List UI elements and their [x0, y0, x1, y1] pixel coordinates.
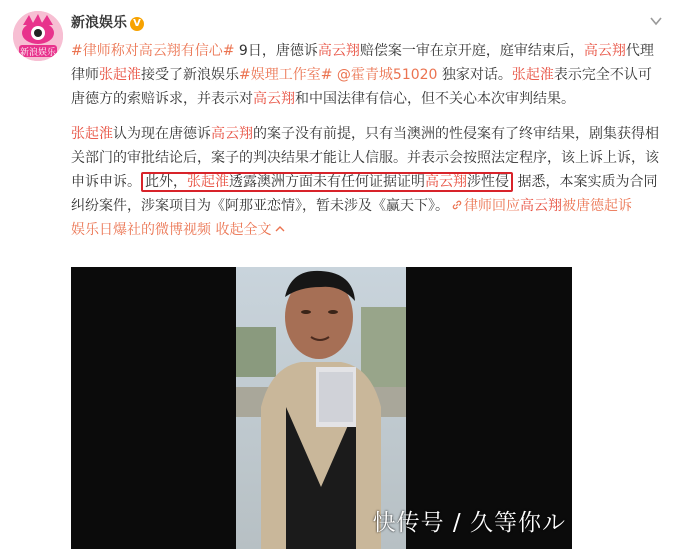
- author-name[interactable]: 新浪娱乐: [71, 15, 127, 31]
- text: 表示完全不认可唐德方的索赔诉求，并表示对: [71, 67, 652, 107]
- post-paragraph-1: [71, 39, 664, 111]
- topic-link-studio[interactable]: #娱理工作室#: [239, 67, 333, 83]
- text: 代理律师: [71, 43, 654, 83]
- chevron-up-icon: [274, 223, 286, 235]
- text: 赔偿案一审在京开庭，庭审结束后，: [359, 43, 584, 59]
- keyword-gao-yunxiang[interactable]: 高云翔: [583, 43, 626, 59]
- text: 被唐德起诉: [562, 198, 632, 214]
- author-name-row: [71, 12, 144, 32]
- video-player[interactable]: [71, 267, 572, 549]
- text: 收起全文: [215, 222, 272, 238]
- keyword-zhang-qihuai[interactable]: 张起淮: [187, 174, 229, 190]
- keyword-gao-yunxiang[interactable]: 高云翔: [317, 43, 360, 59]
- keyword-gao-yunxiang[interactable]: 高云翔: [425, 174, 467, 190]
- verified-badge-icon: V: [130, 17, 144, 31]
- link-icon: [451, 199, 463, 211]
- keyword-gao-yunxiang[interactable]: 高云翔: [253, 91, 295, 107]
- chevron-down-icon[interactable]: [649, 14, 663, 28]
- keyword-zhang-qihuai[interactable]: 张起淮: [511, 67, 554, 83]
- text: 认为现在唐德诉: [113, 126, 211, 142]
- post-paragraph-2: [71, 122, 664, 242]
- text: 透露澳洲方面未有任何证据证明: [229, 174, 425, 190]
- keyword-gao-yunxiang: 高云翔: [520, 198, 562, 214]
- text: 据悉，本案实质为合同纠纷案件，涉案项目为《阿那亚恋情》，暂未涉及《赢天下》。: [71, 174, 658, 214]
- related-link[interactable]: [449, 198, 632, 214]
- collapse-button[interactable]: [215, 222, 286, 238]
- text: 此外，: [145, 174, 187, 190]
- avatar[interactable]: [13, 11, 63, 61]
- mention-link[interactable]: @霍青城51020: [332, 67, 438, 83]
- text: 接受了新浪娱乐: [141, 67, 239, 83]
- sina-eye-logo-icon: [13, 11, 63, 61]
- highlight-box: [141, 172, 513, 192]
- video-watermark: 快传号 / 久等你ル: [372, 510, 566, 536]
- avatar-logo-text: 新浪娱乐: [19, 48, 57, 58]
- keyword-gao-yunxiang[interactable]: 高云翔: [211, 126, 253, 142]
- video-source-link[interactable]: [71, 222, 211, 238]
- text: 和中国法律有信心，但不关心本次审判结果。: [295, 91, 575, 107]
- topic-link-lawyer[interactable]: #律师称对高云翔有信心#: [71, 43, 235, 59]
- keyword-zhang-qihuai[interactable]: 张起淮: [99, 67, 141, 83]
- text: 独家对话。: [437, 67, 512, 83]
- text: 律师回应: [464, 198, 520, 214]
- text: 娱乐日爆社的微博视频: [71, 222, 211, 238]
- post-content: [71, 39, 664, 242]
- text: 涉性侵: [467, 174, 509, 190]
- text: 的案子没有前提，只有当澳洲的性侵案有了终审结果，剧集获得相关部门的审批结论后，案子的判决结果才能让人信服。并表示会按照法定程序，该上诉上诉，该申诉申诉。: [71, 126, 659, 190]
- text: 9日，唐德诉: [234, 43, 318, 59]
- keyword-zhang-qihuai[interactable]: 张起淮: [71, 126, 113, 142]
